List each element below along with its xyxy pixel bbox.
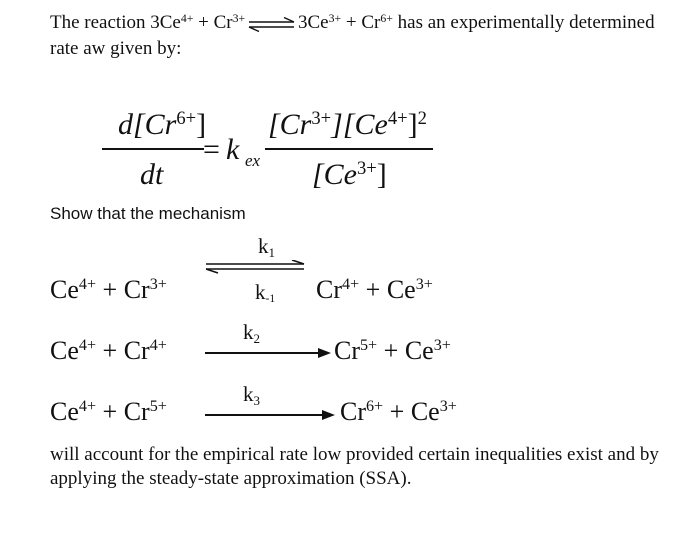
intro-text-5: has an experimentally determined xyxy=(392,12,655,33)
rate-rhs-numerator xyxy=(268,108,427,142)
step2-products xyxy=(334,336,451,366)
rate-constant: k xyxy=(226,133,240,166)
step3-product-b: Ce xyxy=(410,397,440,426)
step3-reactant-b: Cr xyxy=(123,397,150,426)
intro-charge-2: 3+ xyxy=(232,11,246,25)
intro-text-2: + Cr xyxy=(193,12,233,33)
step3-reactant-a: Ce xyxy=(50,397,79,426)
step2-rate-label xyxy=(243,320,260,345)
intro-charge-1: 4+ xyxy=(180,11,194,25)
rate-lhs-num-charge: 6+ xyxy=(176,107,197,129)
step1-reactant-a-charge: 4+ xyxy=(78,276,97,294)
step2-arrow-head-icon xyxy=(318,348,331,358)
step1-reactant-b-charge: 3+ xyxy=(149,276,167,294)
step3-k-sub: 3 xyxy=(253,392,261,408)
step2-k: k xyxy=(243,320,254,344)
rate-rhs-den-pre: [Ce xyxy=(312,158,357,191)
rate-lhs-denominator: dt xyxy=(140,158,164,191)
rate-rhs-fraction-bar xyxy=(265,148,433,150)
step2-product-b-charge: 3+ xyxy=(433,337,451,355)
rate-rhs-den-charge: 3+ xyxy=(357,157,377,179)
rate-rhs-num-c: ] xyxy=(407,108,418,141)
intro-text-3: 3Ce xyxy=(298,12,329,33)
step1-product-a-charge: 4+ xyxy=(342,276,360,294)
step1-product-b-charge: 3+ xyxy=(415,276,433,294)
step1-products xyxy=(316,275,433,305)
rate-lhs-numerator xyxy=(118,108,206,142)
step3-k: k xyxy=(243,382,254,406)
step1-k-forward: k xyxy=(258,234,269,258)
step1-k-reverse-sub: -1 xyxy=(265,293,276,306)
rate-rhs-num-a-charge: 3+ xyxy=(311,107,332,129)
intro-line-1b xyxy=(298,11,655,35)
step2-reactant-b-charge: 4+ xyxy=(149,337,167,355)
step2-product-a-charge: 5+ xyxy=(360,337,378,355)
step3-product-a-charge: 6+ xyxy=(366,398,384,416)
intro-line-1 xyxy=(50,11,245,35)
step3-reactant-b-charge: 5+ xyxy=(149,398,167,416)
step3-reactant-plus: + xyxy=(96,397,124,426)
step1-reactant-plus: + xyxy=(96,275,124,304)
rate-equals-sign: = xyxy=(203,133,220,166)
step3-rate-label xyxy=(243,382,260,407)
step1-forward-rate-label xyxy=(258,234,275,259)
step1-product-b: Ce xyxy=(386,275,416,304)
step2-reactant-a-charge: 4+ xyxy=(78,337,97,355)
step3-reactant-a-charge: 4+ xyxy=(78,398,97,416)
step1-reactant-a: Ce xyxy=(50,275,79,304)
rate-constant-subscript: ex xyxy=(245,151,261,170)
step1-reactant-b: Cr xyxy=(123,275,150,304)
step3-products xyxy=(340,397,457,427)
step1-reverse-rate-label xyxy=(255,280,275,305)
intro-text-4: + Cr xyxy=(341,12,381,33)
show-mechanism-text: Show that the mechanism xyxy=(50,204,246,223)
intro-charge-4: 6+ xyxy=(380,11,393,25)
step3-reactants xyxy=(50,397,167,427)
step2-reactant-a: Ce xyxy=(50,336,79,365)
intro-charge-3: 3+ xyxy=(328,11,342,25)
step1-product-a: Cr xyxy=(316,275,342,304)
rate-rhs-num-a: [Cr xyxy=(268,108,312,141)
step2-reactants xyxy=(50,336,167,366)
step1-reactants xyxy=(50,275,167,305)
step3-arrow-shaft xyxy=(205,414,327,416)
step3-product-plus: + xyxy=(383,397,411,426)
step2-reactant-b: Cr xyxy=(123,336,150,365)
rate-lhs-num-pre: d[Cr xyxy=(118,108,177,141)
equilibrium-arrow-icon xyxy=(247,17,297,33)
step2-arrow-shaft xyxy=(205,352,323,354)
step1-k-reverse: k xyxy=(255,280,266,304)
step3-arrow-head-icon xyxy=(322,410,335,420)
rate-rhs-num-b-charge: 4+ xyxy=(387,107,408,129)
conclusion-line-1: will account for the empirical rate low provided certain inequalities exist and by xyxy=(50,444,659,465)
step1-k-forward-sub: 1 xyxy=(268,244,276,260)
rate-rhs-denominator xyxy=(312,158,387,192)
step2-product-plus: + xyxy=(377,336,405,365)
rate-rhs-num-exponent: 2 xyxy=(417,107,427,129)
rate-lhs-fraction-bar xyxy=(102,148,204,150)
rate-rhs-num-b: ][Ce xyxy=(331,108,388,141)
rate-lhs-num-post: ] xyxy=(196,108,207,141)
conclusion-line-2: applying the steady-state approximation (SSA). xyxy=(50,468,412,489)
step2-k-sub: 2 xyxy=(253,330,261,346)
intro-text-1: The reaction 3Ce xyxy=(50,12,181,33)
step1-product-plus: + xyxy=(359,275,387,304)
step2-product-a: Cr xyxy=(334,336,360,365)
step2-reactant-plus: + xyxy=(96,336,124,365)
step2-product-b: Ce xyxy=(404,336,434,365)
rate-rhs-den-post: ] xyxy=(376,158,387,191)
intro-line-2: rate aw given by: xyxy=(50,38,182,59)
step3-product-b-charge: 3+ xyxy=(439,398,457,416)
step1-equilibrium-arrow-icon xyxy=(204,260,308,274)
step3-product-a: Cr xyxy=(340,397,366,426)
